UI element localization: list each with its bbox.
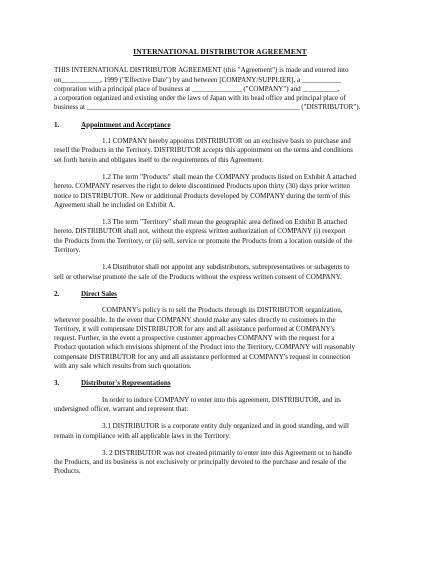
clause-line: undersigned officer, warrant and represent that: xyxy=(54,404,189,413)
clause-line: 3.1 DISTRIBUTOR is a corporate entity duly organized and in good standing, and will xyxy=(102,422,349,431)
clause-line: the Products from the Territory, or (ii) sell, service or promote the Products from a location outside of the xyxy=(54,236,353,245)
clause-line: 1.3 The term "Territory" shall mean the geographic area defined on Exhibit B attached xyxy=(102,218,348,227)
clause-line: sell or otherwise promote the sale of the Products without the express written consent of COMPANY. xyxy=(54,272,342,281)
clause-1-1 xyxy=(54,137,386,165)
section-number: 1. xyxy=(54,120,60,129)
clause-line: 3. 2 DISTRIBUTOR was not created primarily to enter into this Agreement or to handle xyxy=(102,448,352,457)
clause-3-intro xyxy=(54,396,386,415)
intro-paragraph xyxy=(54,66,386,112)
intro-line: THIS INTERNATIONAL DISTRIBUTOR AGREEMENT (this "Agreement") is made and entered into xyxy=(54,66,349,75)
clause-line: 1.2 The term "Products" shall mean the COMPANY products listed on Exhibit A attached xyxy=(102,172,357,181)
clause-1-4 xyxy=(54,263,386,282)
section-heading-direct-sales xyxy=(54,290,386,299)
clause-line: 1.4 Distributor shall not appoint any subdistributors, subrepresentatives or subagents to xyxy=(102,263,350,272)
clause-line: the Products, and its business is not exclusively or principally devoted to the purchase and resale of the xyxy=(54,458,347,467)
clause-line: compensate DISTRIBUTOR for any and all assistance performed at COMPANY's request in connection xyxy=(54,352,351,361)
section-number: 3. xyxy=(54,379,60,388)
clause-line: Territory. xyxy=(54,246,81,255)
clause-3-2 xyxy=(54,449,386,477)
clause-line: Agreement shall be included on Exhibit A. xyxy=(54,200,176,209)
intro-line: on___________, 1999 ("Effective Date") by and between [COMPANY/SUPPLIER], a ___________ xyxy=(54,75,341,84)
intro-line: business at ____________________________________________________________ ("DISTRIBUTOR"). xyxy=(54,103,361,112)
clause-1-3 xyxy=(54,218,386,255)
clause-line: Product quotation which envisions shipment of the Product into the Territory, COMPANY will reasonably xyxy=(54,343,356,352)
clause-line: COMPANY's policy is to sell the Products through its DISTRIBUTOR organization, xyxy=(102,306,343,315)
document-title: INTERNATIONAL DISTRIBUTOR AGREEMENT xyxy=(133,47,307,56)
section-heading-representations xyxy=(54,379,386,388)
clause-3-1 xyxy=(54,422,386,441)
clause-line: resell the Products in the Territory. DISTRIBUTOR accepts this appointment on the terms and conditions xyxy=(54,146,353,155)
clause-line: Products. xyxy=(54,467,81,476)
clause-line: In order to induce COMPANY to enter into this agreement, DISTRIBUTOR, and its xyxy=(102,395,341,404)
intro-line: corporation with a principal place of business at ______________ ("COMPANY") and __________, xyxy=(54,84,340,93)
section-heading-appointment xyxy=(54,121,386,130)
intro-line: a corporation organized and existing under the laws of Japan with its head office and principal place of xyxy=(54,94,346,103)
clause-line: hereto. DISTRIBUTOR shall not, without the express written authorization of COMPANY (i) reexport xyxy=(54,227,346,236)
clause-line: Territory, it will compensate DISTRIBUTOR for any and all assistance performed at COMPANY's xyxy=(54,324,335,333)
clause-line: 1.1 COMPANY hereby appoints DISTRIBUTOR on an exclusive basis to purchase and xyxy=(102,137,351,146)
clause-line: set forth herein and obligates itself to the requirements of this Agreement. xyxy=(54,155,264,164)
section-number: 2. xyxy=(54,289,60,298)
section-title: Appointment and Acceptance xyxy=(81,120,171,129)
clause-line: remain in compliance with all applicable laws in the Territory. xyxy=(54,431,231,440)
clause-2 xyxy=(54,306,386,371)
clause-line: request. Further, in the event a prospective customer approaches COMPANY with the request for a xyxy=(54,334,335,343)
section-title: Direct Sales xyxy=(81,289,117,298)
clause-line: notice to DISTRIBUTOR. New or additional Products developed by COMPANY during the term of this xyxy=(54,191,350,200)
clause-line: wherever possible. In the event that COMPANY should make any sales directly to customers in the xyxy=(54,315,336,324)
clause-1-2 xyxy=(54,173,386,210)
clause-line: with any sale which results from such quotation. xyxy=(54,362,192,371)
clause-line: hereto. COMPANY reserves the right to delete discontinued Products upon thirty (30) days prior written xyxy=(54,182,350,191)
section-title: Distributor's Representations xyxy=(81,379,171,388)
